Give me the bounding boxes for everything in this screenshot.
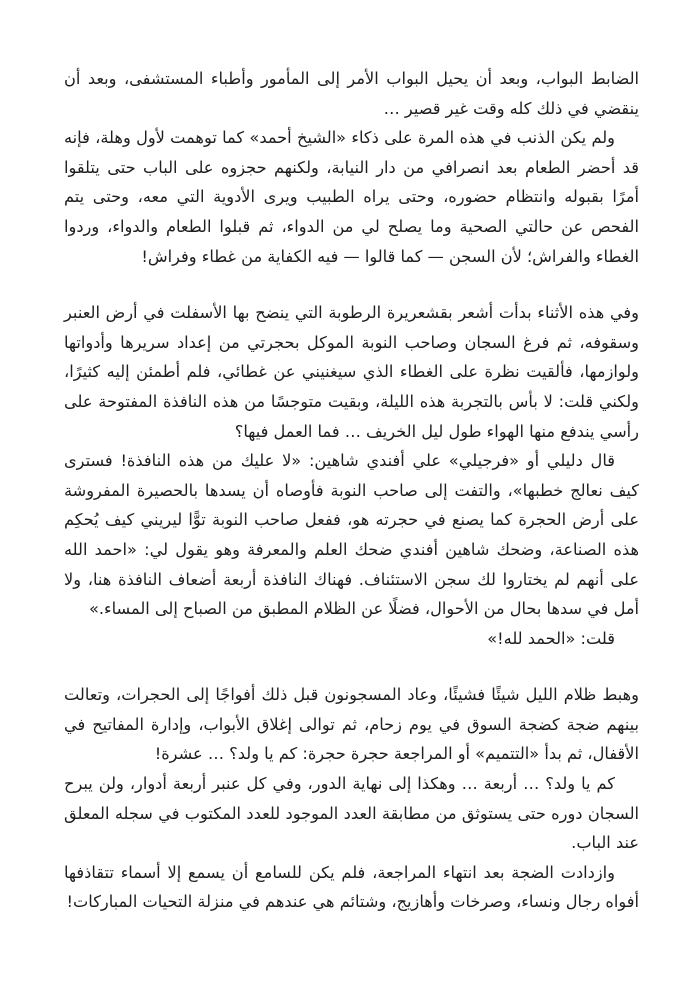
paragraph-4: قال دليلي أو «فرجيلي» علي أفندي شاهين: «لا عليك من هذه النافذة! فسترى كيف نعالج خطبها»، والتفت إلى صاحب النوبة فأوصاه أن يسدها بالحصيرة المفروشة على أرض الحجرة كما يصنع في حجرته هو، ففعل صاحب النوبة توًّا ليريني كيف يُحكِم هذه الصناعة، وضحك شاهين أفندي ضحك العلم والمعرفة وهو يقول لي: «احمد الله على أنهم لم يختاروا لك سجن الاستئناف. فهناك النافذة أربعة أضعاف النافذة هنا، ولا أمل في سدها بحال من الأحوال، فضلًا عن الظلام المطبق من الصباح إلى المساء.»: [64, 451, 639, 619]
paragraph-2: ولم يكن الذنب في هذه المرة على ذكاء «الشيخ أحمد» كما توهمت لأول وهلة، فإنه قد أحضر الطعام بعد انصرافي من دار النيابة، ولكنهم حجزوه على الباب حتى يتلقوا أمرًا بقبوله وانتظام حضوره، وحتى يراه الطبيب ويرى الأدوية التي معه، وحتى يتم الفحص عن حالتي الصحية وما يصلح لي من الدواء، ثم قبلوا الطعام والدواء، وردوا الغطاء والفراش؛ لأن السجن — كما قالوا — فيه الكفاية من غطاء وفراش!: [64, 128, 639, 266]
paragraph-gap: [64, 271, 639, 298]
paragraph-7: كم يا ولد؟ … أربعة … وهكذا إلى نهاية الدور، وفي كل عنبر أربعة أدوار، ولن يبرح السجان دوره حتى يستوثق من مطابقة العدد الموجود للعدد المكتوب في سجله المعلق عند الباب.: [64, 774, 639, 853]
paragraph-5: قلت: «الحمد لله!»: [487, 628, 615, 648]
paragraph-3: وفي هذه الأثناء بدأت أشعر بقشعريرة الرطوبة التي ينضح بها الأسفلت في أرض العنبر وسقوفه، ثم فرغ السجان وصاحب النوبة الموكل بحجرتي من إعداد سريرها وأدواتها ولوازمها، فألقيت نظرة على الغطاء الذي سيغنيني عن غطائي، فلم أطمئن إليه كثيرًا، ولكني قلت: لا بأس بالتجربة هذه الليلة، وبقيت متوجسًا من هذه النافذة المفتوحة على رأسي يندفع منها الهواء طول ليل الخريف … فما العمل فيها؟: [64, 303, 639, 441]
paragraph-8: وازدادت الضجة بعد انتهاء المراجعة، فلم يكن للسامع أن يسمع إلا أسماء تتقاذفها أفواه رجال ونساء، وصرخات وأهازيج، وشتائم هي عندهم في منزلة التحيات المباركات!: [64, 862, 639, 912]
paragraph-gap: [64, 653, 639, 680]
paragraph-6: وهبط ظلام الليل شيئًا فشيئًا، وعاد المسجونون قبل ذلك أفواجًا إلى الحجرات، وتعالت بينهم ضجة كضجة السوق في يوم زحام، ثم توالى إغلاق الأبواب، وإدارة المفاتيح في الأقفال، ثم بدأ «التتميم» أو المراجعة حجرة حجرة: كم يا ولد؟ … عشرة!: [64, 685, 639, 764]
book-page: [64, 64, 639, 917]
paragraph-1: الضابط البواب، وبعد أن يحيل البواب الأمر إلى المأمور وأطباء المستشفى، وبعد أن ينقضي في ذلك كله وقت غير قصير …: [64, 69, 639, 118]
